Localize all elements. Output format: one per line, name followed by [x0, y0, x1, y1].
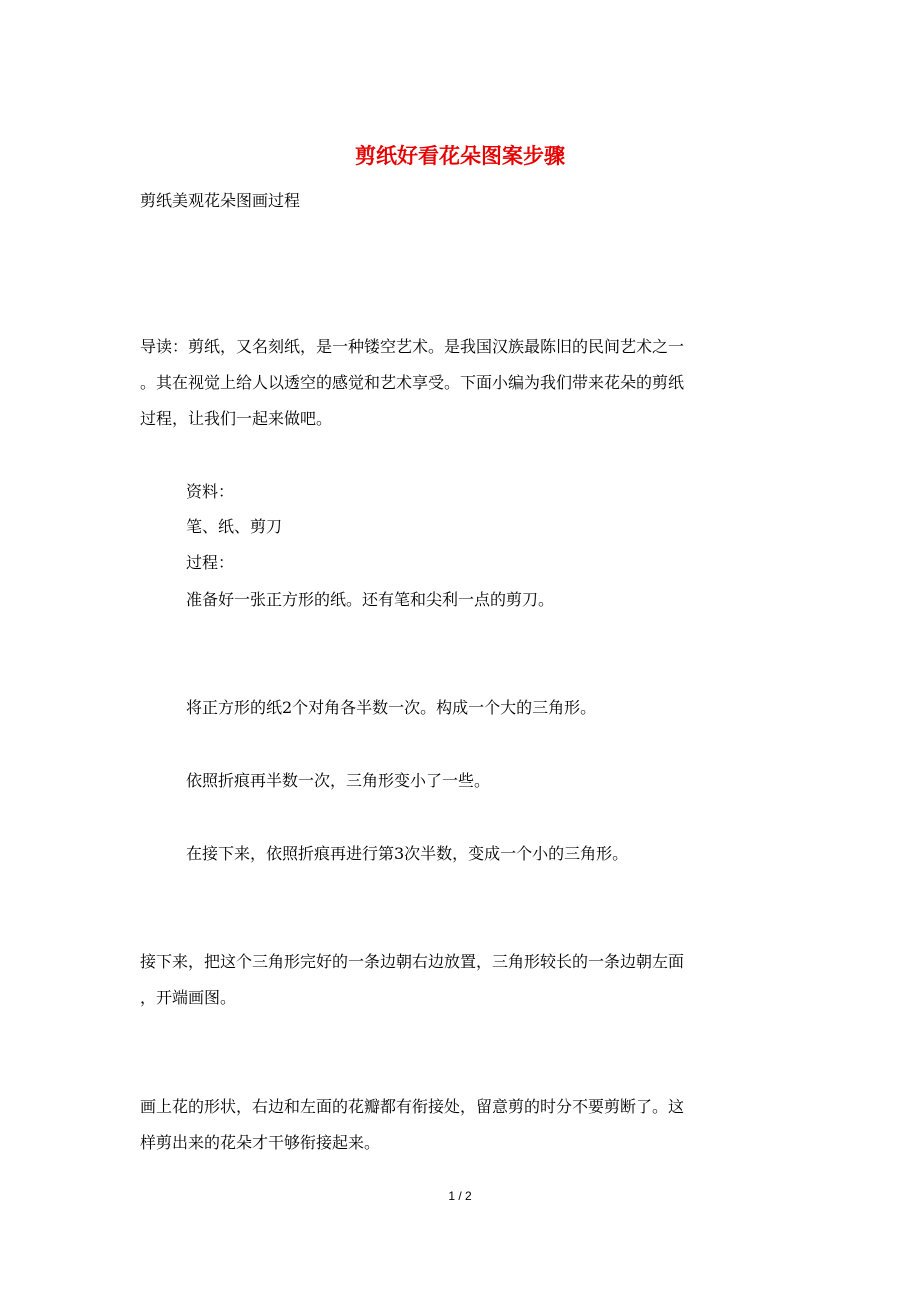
shape-line-1: 画上花的形状，右边和左面的花瓣都有衔接处，留意剪的时分不要剪断了。这 — [140, 1097, 685, 1116]
intro-line-1: 导读：剪纸，又名刻纸，是一种镂空艺术。是我国汉族最陈旧的民间艺术之一 — [140, 337, 685, 356]
page-number: 1 / 2 — [448, 1189, 472, 1203]
shape-line-2: 样剪出来的花朵才干够衔接起来。 — [140, 1133, 381, 1152]
draw-line-1: 接下来，把这个三角形完好的一条边朝右边放置，三角形较长的一条边朝左面 — [140, 952, 685, 971]
step-4: 在接下来，依照折痕再进行第3次半数，变成一个小的三角形。 — [186, 844, 629, 863]
intro-line-2: 。其在视觉上给人以透空的感觉和艺术享受。下面小编为我们带来花朵的剪纸 — [140, 373, 685, 392]
draw-line-2: ，开端画图。 — [140, 988, 237, 1007]
document-title: 剪纸好看花朵图案步骤 — [355, 143, 565, 168]
materials-list: 笔、纸、剪刀 — [186, 517, 283, 536]
materials-label: 资料： — [186, 482, 235, 501]
step-3: 依照折痕再半数一次，三角形变小了一些。 — [186, 771, 491, 790]
process-label: 过程： — [186, 553, 235, 572]
step-2: 将正方形的纸2个对角各半数一次。构成一个大的三角形。 — [186, 698, 597, 717]
document-subtitle: 剪纸美观花朵图画过程 — [140, 191, 301, 210]
step-1: 准备好一张正方形的纸。还有笔和尖利一点的剪刀。 — [186, 590, 555, 609]
intro-line-3: 过程，让我们一起来做吧。 — [140, 409, 333, 428]
